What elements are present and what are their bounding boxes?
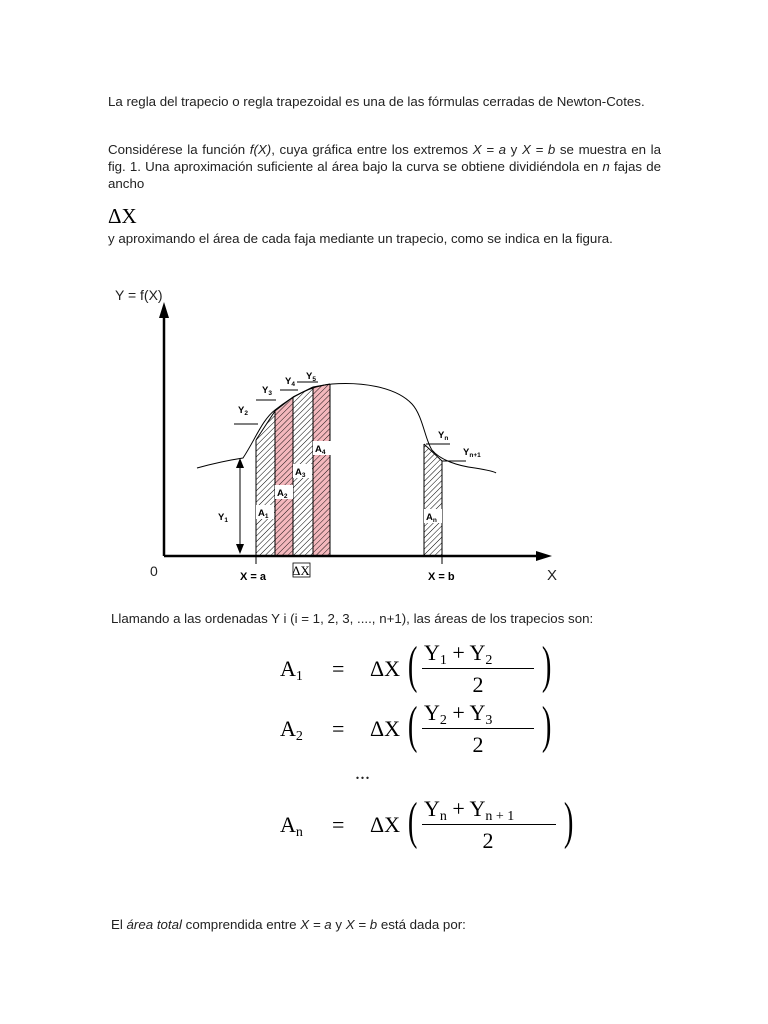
term-area-total: área total <box>126 917 182 932</box>
eq-sign: = <box>332 716 345 741</box>
total-area-paragraph: El área total comprendida entre X = a y X = b está dada por: <box>111 917 466 932</box>
yn1-label: $Y_{n+1}$ <box>463 447 481 459</box>
eq-sign: = <box>332 656 345 681</box>
y2-label: $Y_2$ <box>238 405 248 417</box>
xa-label: X = a <box>240 571 266 583</box>
eq-fraction-bar <box>422 668 534 669</box>
term-regla-trapezoidal: regla trapezoidal <box>243 94 342 109</box>
xb-label: X = b <box>428 571 455 583</box>
y4-label: $Y_4$ <box>285 376 295 388</box>
text-segment: se muestra en la fig. 1. Una aproximación suficiente al área bajo la curva se obtiene dividiéndola en <box>108 142 662 174</box>
eq-lhs: $A_2$ <box>280 716 303 744</box>
hatched-strips <box>256 384 442 556</box>
an-label: $A_n$ <box>426 512 437 524</box>
x-axis-label: X <box>547 567 558 584</box>
text-o: o <box>228 94 244 109</box>
eq-denominator: 2 <box>472 672 484 697</box>
eq-fraction-bar <box>422 728 534 729</box>
delta-x-symbol: ΔX <box>108 204 137 228</box>
y1-dimension-arrow <box>236 458 244 554</box>
a1-label: $A_1$ <box>258 508 269 520</box>
eq-delta-x: ΔX <box>370 716 401 741</box>
term-regla-trapecio: La regla del trapecio <box>108 94 229 109</box>
a2-label: $A_2$ <box>277 488 288 500</box>
eq-right-paren: ) <box>563 793 574 850</box>
y-axis-label: Y = f(X) <box>115 287 163 303</box>
eq-right-paren: ) <box>541 637 552 694</box>
yn-label: $Y_n$ <box>438 430 449 442</box>
eq-left-paren: ( <box>407 697 418 754</box>
function-fx: f(X) <box>249 142 272 157</box>
text-segment: Considérese la función <box>108 142 250 157</box>
eq-right-paren: ) <box>541 697 552 754</box>
y1-label: $Y_1$ <box>218 512 228 524</box>
eq-denominator: 2 <box>472 732 484 757</box>
eq-sign: = <box>332 812 345 837</box>
eq-numerator: $Y_2 + Y_3$ <box>424 700 493 728</box>
variable-n: n <box>602 159 610 174</box>
limit-xb: X = b <box>521 142 556 157</box>
y5-label: $Y_5$ <box>306 371 316 383</box>
a4-label: $A_4$ <box>315 444 326 456</box>
limit-xa: X = a <box>300 917 332 932</box>
text-newton-cotes: es una de las fórmulas cerradas de Newton-Cotes. <box>341 94 645 109</box>
eq-numerator: $Y_n + Y_{n + 1}$ <box>424 796 515 824</box>
text-segment: , cuya gráfica entre los extremos <box>271 142 473 157</box>
eq-fraction-bar <box>422 824 556 825</box>
eq-delta-x: ΔX <box>370 656 401 681</box>
ellipsis: ... <box>355 762 370 784</box>
eq-denominator: 2 <box>482 828 494 853</box>
limit-xa: X = a <box>472 142 507 157</box>
eq-left-paren: ( <box>407 637 418 694</box>
a3-label: $A_3$ <box>295 467 306 479</box>
ordinates-paragraph: Llamando a las ordenadas Y i (i = 1, 2, 3, ...., n+1), las áreas de los trapecios son: <box>111 611 594 626</box>
y3-label: $Y_3$ <box>262 385 272 397</box>
text-segment: fajas de ancho <box>108 159 661 191</box>
limit-xb: X = b <box>345 917 378 932</box>
eq-left-paren: ( <box>407 793 418 850</box>
eq-lhs: $A_n$ <box>280 812 303 840</box>
origin-label: 0 <box>150 563 158 579</box>
delta-x-label: ΔX <box>292 563 310 578</box>
eq-delta-x: ΔX <box>370 812 401 837</box>
text-segment: y <box>506 142 522 157</box>
function-curve <box>197 384 496 473</box>
eq-numerator: $Y_1 + Y_2$ <box>424 640 493 668</box>
intro-paragraph-3: y aproximando el área de cada faja mediante un trapecio, como se indica en la figura. <box>108 231 613 246</box>
eq-lhs: $A_1$ <box>280 656 303 684</box>
